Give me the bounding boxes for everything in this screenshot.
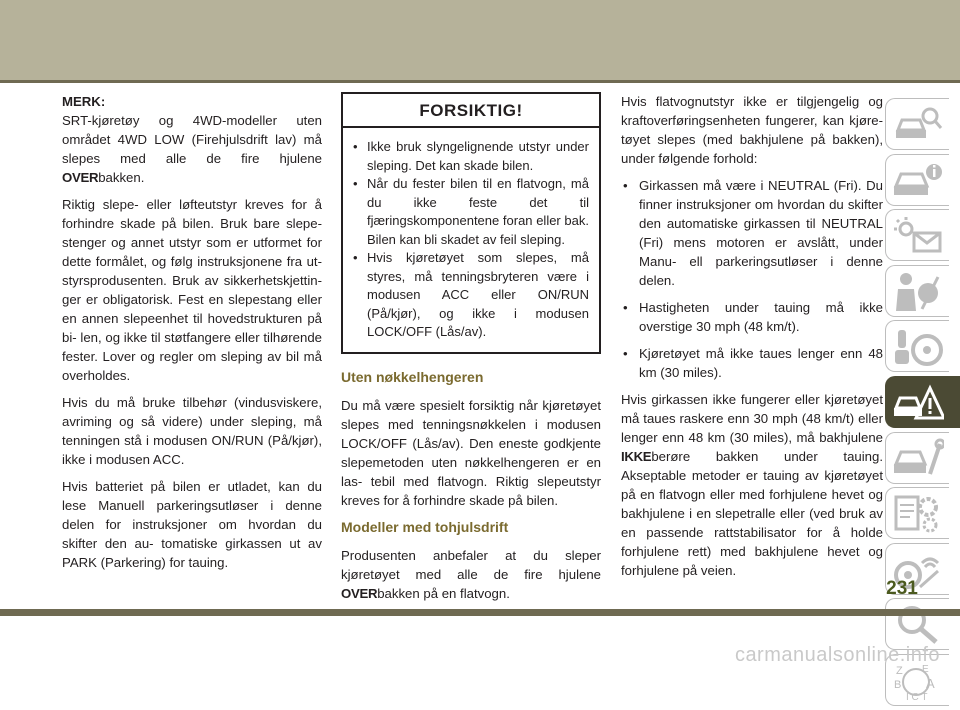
tab-car-info[interactable] — [885, 154, 949, 206]
maintenance-gear-icon — [892, 493, 944, 535]
caution-box — [341, 92, 601, 354]
tab-steering-controls[interactable] — [885, 320, 949, 372]
svg-text:B: B — [894, 678, 902, 691]
condition-item: • Girkassen må være i NEUTRAL (Fri). Du finner instruksjoner om hvordan du skifter den automatiske girkassen til NEUTRAL (Fri) mens motoren er avslått, under Manu- ell parkeringsutløser i denne delen. — [621, 176, 883, 290]
column-2 — [341, 92, 601, 611]
tab-search[interactable] — [885, 598, 949, 650]
two-wheel-emphasis: OVER — [341, 585, 378, 601]
svg-text:E: E — [922, 663, 929, 675]
heading-two-wheel-drive: Modeller med tohjulsdrift — [341, 518, 509, 535]
roadside-emergency-icon — [892, 382, 944, 424]
svg-text:A: A — [926, 675, 935, 691]
svg-text:Z: Z — [896, 664, 903, 677]
caution-list — [353, 138, 589, 342]
tab-maintenance[interactable] — [885, 487, 949, 539]
paragraph-two-wheel-drive: Produsenten anbefaler at du sleper kjøretøyet med alle de fire hjulene OVERbakken på en flatvogn. — [341, 547, 601, 601]
paragraph-battery: Hvis batteriet på bilen er utladet, kan du lese Manuell parkeringsutløser i denne delen for instruksjoner om hvordan du skifter den au- tomatiske girkassen ut av PARK (Parkering) for tauing. — [62, 479, 322, 570]
chapter-tabs — [885, 98, 960, 710]
header-band — [0, 0, 960, 80]
conditions-list — [621, 176, 883, 382]
car-info-icon — [892, 160, 944, 202]
paragraph-equipment: Riktig slepe- eller løfteutstyr kreves for å forhindre skade på bilen. Bruk bare slepe- stenger og annet utstyr som er utformet for dette formålet, og følg instruksjonene fra ut- styrsprodusenten. Bruk av sikkerhetskjettin- ger er obligatorisk. Fest en slepestang eller en annen slepeenhet til hovedstrukturen på bi- len, og ikke til støtfangere eller tilhørende fester. Lover og regler om sleping av bil må overholdes. — [62, 197, 322, 383]
tab-service[interactable] — [885, 432, 949, 484]
watermark: carmanualsonline.info — [734, 644, 940, 666]
note-label: MERK: — [62, 94, 106, 109]
warning-light-message-icon — [892, 215, 944, 257]
paragraph-transmission: Hvis girkassen ikke fungerer eller kjøretøyet må taues raskere enn 30 mph (48 km/t) eller lenger enn 48 km (30 miles), må bakhjulene IKKEberøre bakken under tauing. Akseptable metoder er tauing av kjøretøyet på en flatvogn eller med forhjulene hevet og bakhjulene i en slepetralle eller (ved bruk av en passende rattstabilisator for å holde forhjulene rett) med bakhjulene hevet og forhjulene på veien. — [621, 392, 883, 578]
caution-item: • Hvis kjøretøyet som slepes, må styres, må tenningsbryteren være i modusen ACC eller ON/RUN (På/kjør), og ikke i modusen LOCK/OFF (Lås/av). — [353, 249, 589, 342]
car-search-icon — [892, 104, 944, 146]
condition-item: • Hastigheten under tauing må ikke overstige 30 mph (48 km/t). — [621, 298, 883, 336]
car-service-wrench-icon — [892, 438, 944, 480]
footer-rule — [0, 609, 960, 616]
tab-airbag-seatbelt[interactable] — [885, 265, 949, 317]
paragraph-without-fob: Du må være spesielt forsiktig når kjøretøyet slepes med tenningsnøkkelen i modusen LOCK/OFF (Lås/av). Den eneste godkjente slepemetoden uten nøkkelhengeren er en las- tebil med flatvogn. Riktig slepeutstyr kreves for å forhindre skade på bilen. — [341, 397, 601, 508]
tab-roadside-emergency[interactable] — [885, 376, 960, 428]
tab-warning-lights[interactable] — [885, 209, 949, 261]
heading-without-fob: Uten nøkkelhengeren — [341, 368, 484, 385]
page-number: 231 — [886, 578, 918, 599]
condition-item: • Kjøretøyet må ikke taues lenger enn 48 km (30 miles). — [621, 344, 883, 382]
header-rule — [0, 80, 960, 83]
caution-item: • Ikke bruk slyngelignende utstyr under sleping. Det kan skade bilen. — [353, 138, 589, 175]
transmission-emphasis: IKKE — [621, 449, 652, 464]
note-emphasis: OVER — [62, 170, 99, 185]
column-1 — [62, 92, 322, 580]
svg-text:I C T: I C T — [906, 691, 928, 702]
note-paragraph: SRT-kjøretøy og 4WD-modeller uten området 4WD LOW (Firehjulsdrift lav) må slepes med alle de fire hjulene OVERbakken. — [62, 113, 322, 185]
paragraph-flatbed-intro: Hvis flatvognutstyr ikke er tilgjengelig og kraftoverføringsenheten fungerer, kan kjøre- tøyet slepes (med bakhjulene på bakken), under følgende forhold: — [621, 94, 883, 166]
tab-car-search[interactable] — [885, 98, 949, 150]
column-3 — [621, 92, 883, 588]
steering-wheel-controls-icon — [892, 326, 944, 368]
airbag-seatbelt-icon — [892, 271, 944, 313]
caution-title: FORSIKTIG! — [343, 94, 599, 128]
caution-item: • Når du fester bilen til en flatvogn, må du ikke feste det til fjæringskomponentene foran eller bak. Bilen kan bli skadet av feil sleping. — [353, 175, 589, 249]
paragraph-accessories: Hvis du må bruke tilbehør (vindusviskere, avriming og så videre) under sleping, må tenningen stå i modusen ON/RUN (På/kjør), ikke i modusen ACC. — [62, 395, 322, 467]
